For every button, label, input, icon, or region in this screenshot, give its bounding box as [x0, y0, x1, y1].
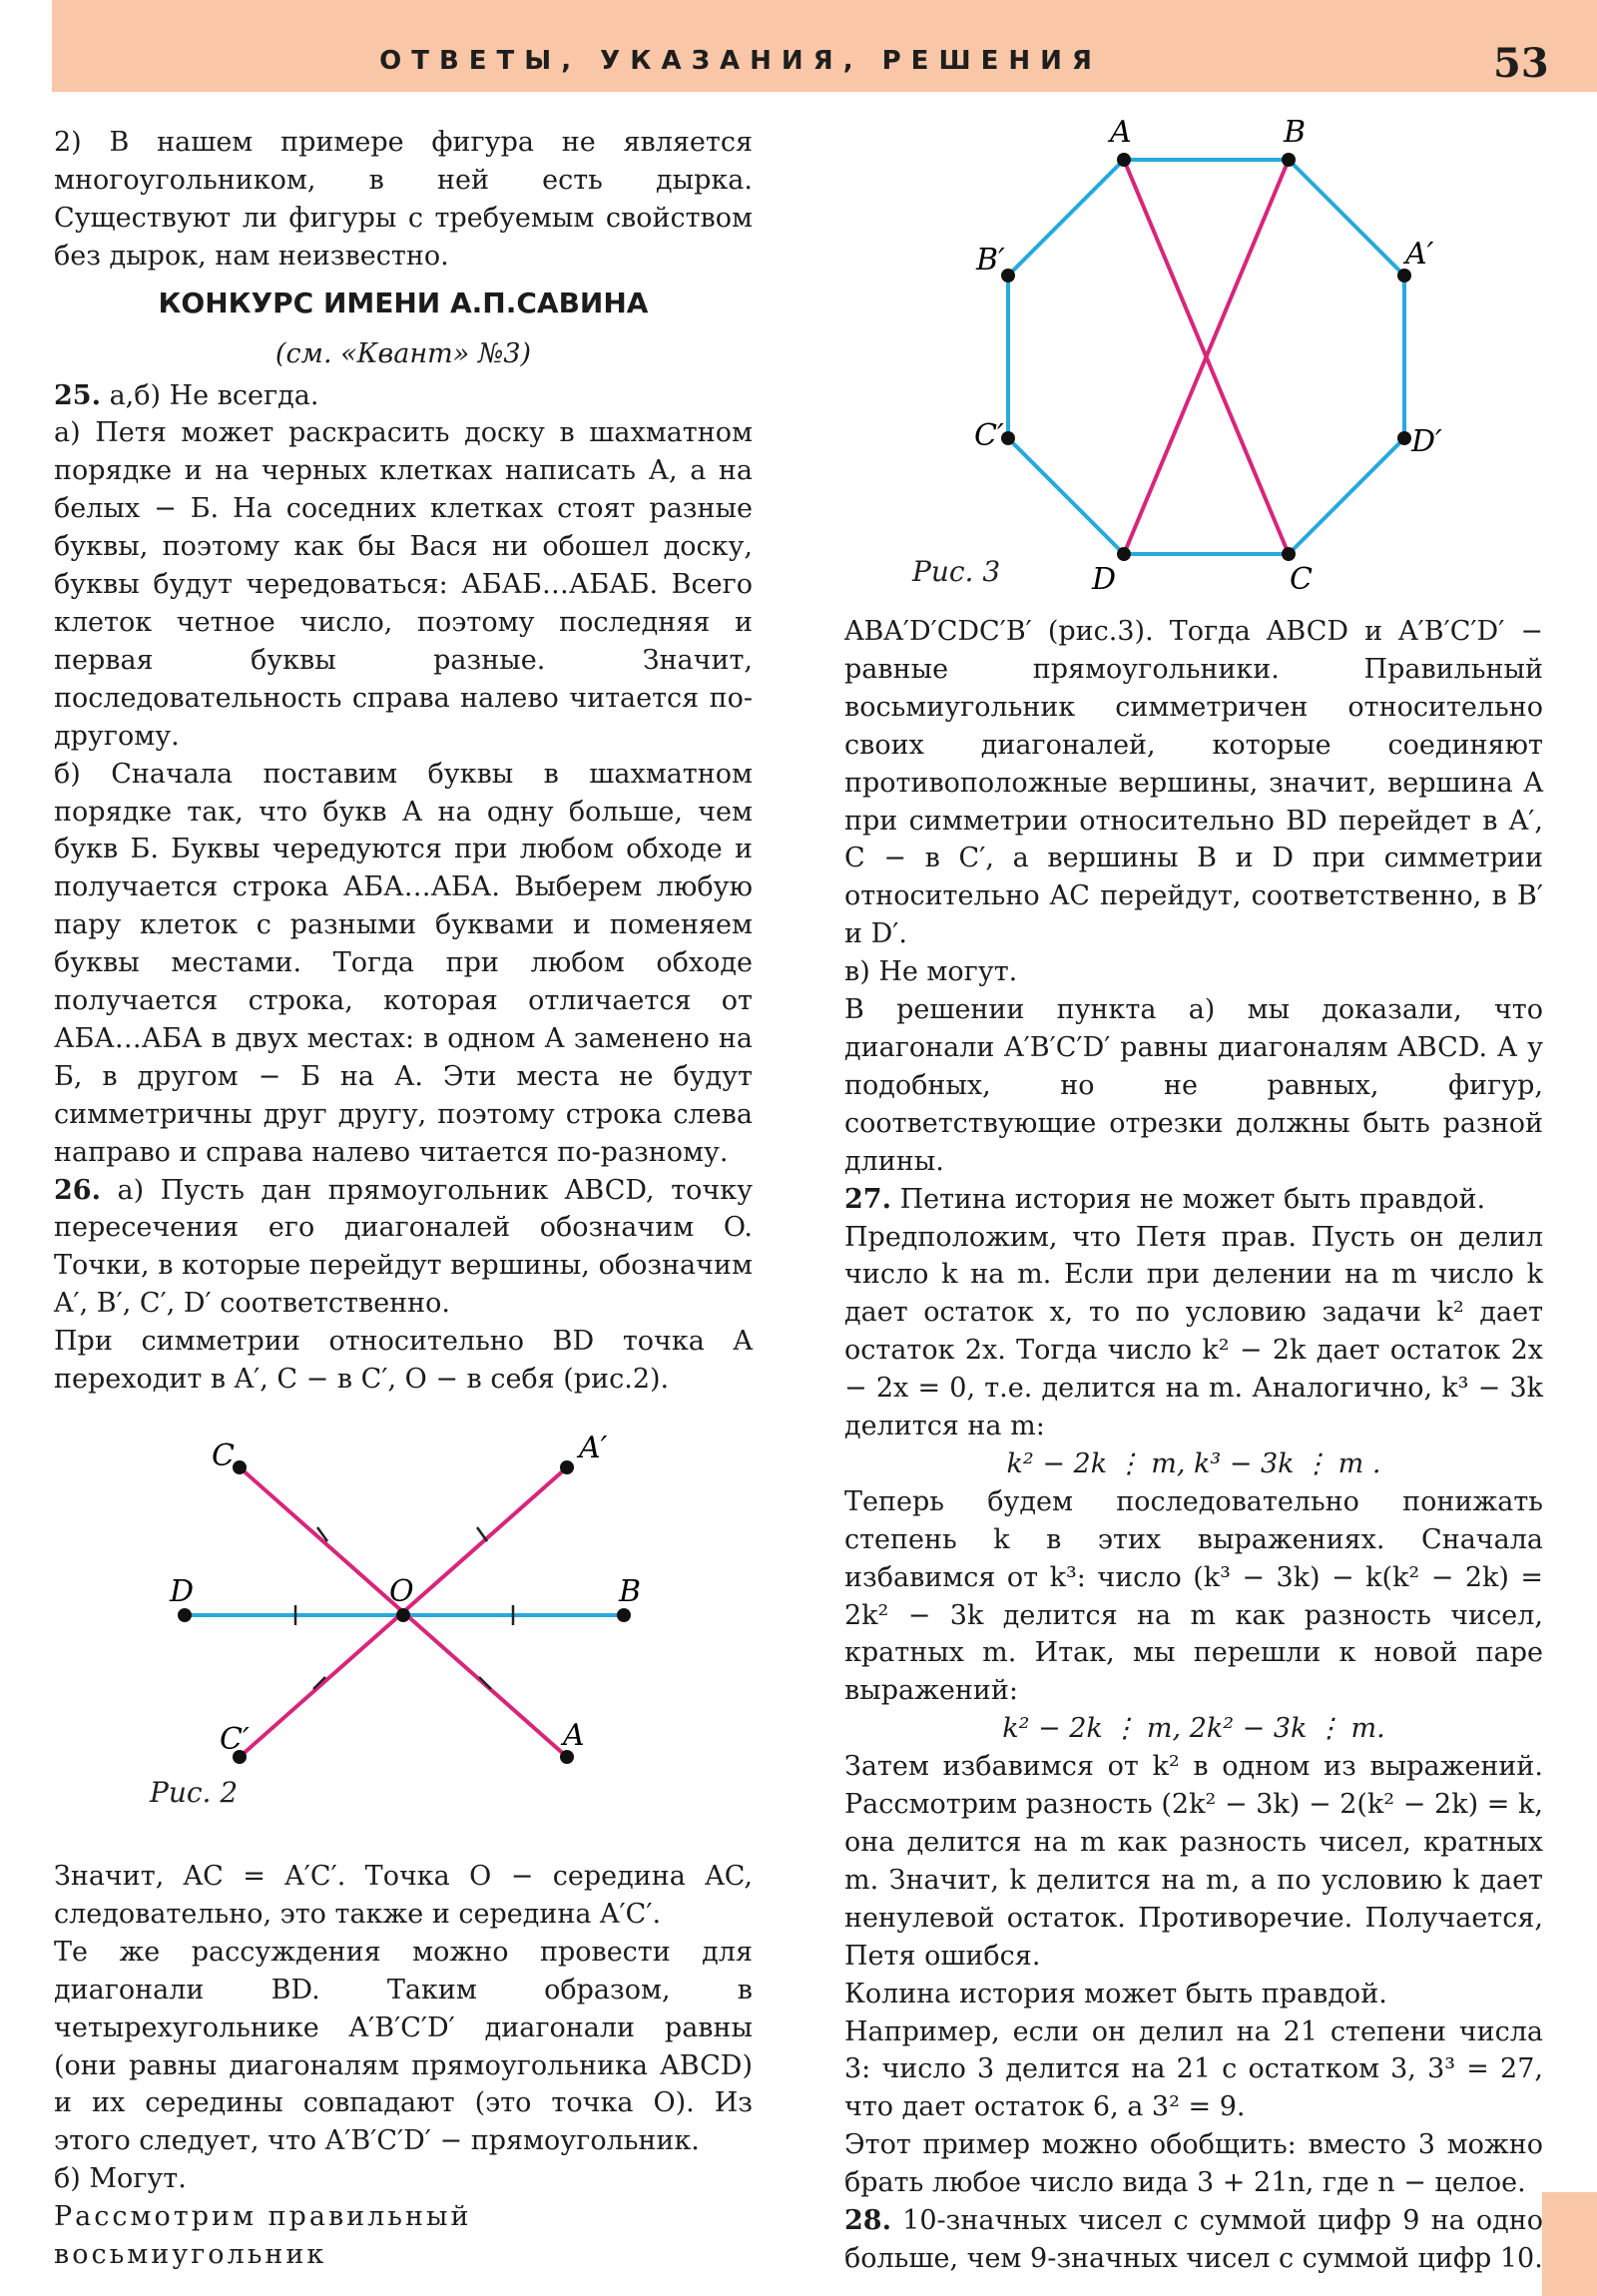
problem-26-b: б) Могут. [54, 2163, 187, 2195]
page-number: 53 [1493, 40, 1549, 87]
problem-number: 28. [844, 2205, 891, 2237]
octagon-explanation: ABA′D′CDC′B′ (рис.3). Тогда ABCD и A′B′C′D′ − равные прямоугольники. Правильный восьмиугольник симметричен относительно своих диагоналей, которые соединяют противоположные вершины, значит, вершина A при симметрии относительно BD перейдет в A′, C − в C′, а вершины B и D при симметрии относительно AC перейдут, соответственно, в B′ и D′. [844, 616, 1543, 950]
problem-25a: а) Петя может раскрасить доску в шахматном порядке и на черных клетках написать А, а на белых − Б. На соседних клетках стоят разные буквы, поэтому как бы Вася ни обошел доску, буквы будут чередоваться: АБАБ…АБАБ. Всего клеток четное число, поэтому последняя и первая буквы разные. Значит, последовательность справа налево читается по-другому. [54, 417, 753, 752]
label-a-prime: A′ [579, 1431, 608, 1465]
label-c-prime: C′ [974, 418, 1004, 453]
problem-25b: б) Сначала поставим буквы в шахматном порядке так, что букв А на одну больше, чем букв Б. Буквы чередуются при любом обходе и получается строка АБА…АБА. Выберем любую пару клеток с разными буквами и поменяем буквы местами. Тогда при любом обходе получается строка, которая отличается от АБА…АБА в двух местах: в одном А заменено на Б, в другом − Б на А. Эти места не будут симметричны друг другу, поэтому строка слева направо и справа налево читается по-разному. [54, 758, 753, 1168]
problem-26-a [54, 1172, 753, 1324]
problem-27-degree: Теперь будем последовательно понижать степень k в этих выражениях. Сначала избавимся от k³: число (k³ − 3k) − k(k² − 2k) = 2k² − 3k делится на m как разность чисел, кратных m. Итак, мы перешли к новой паре выражений: [844, 1485, 1543, 1707]
problem-26-conclusion: Значит, AC = A′C′. Точка O − середина AC, следовательно, это также и середина A′C′. [54, 1861, 753, 1930]
problem-27-answer: Петина история не может быть правдой. [890, 1183, 1486, 1215]
problem-28 [844, 2202, 1543, 2278]
point-b [617, 1608, 631, 1622]
problem-26-octagon-intro: Рассмотрим правильный восьмиугольник [54, 2201, 472, 2271]
problem-26-symmetry: При симметрии относительно BD точка A переходит в A′, C − в C′, O − в себя (рис.2). [54, 1326, 753, 1396]
label-a: A [563, 1718, 585, 1753]
problem-number: 26. [54, 1174, 101, 1206]
problem-number: 25. [54, 379, 101, 411]
label-d: D [1092, 562, 1117, 597]
point-a-prime [560, 1460, 574, 1474]
vertex-d [1117, 547, 1131, 561]
point-d [178, 1608, 192, 1622]
label-c-prime: C′ [220, 1722, 250, 1757]
problem-27-proof: Предположим, что Петя прав. Пусть он делил число k на m. Если при делении на m число k дает остаток x, то по условию задачи k² дает остаток 2x. Тогда число k² − 2k дает остаток 2x − 2x = 0, т.е. делится на m. Аналогично, k³ − 3k делится на m: [844, 1221, 1543, 1442]
label-b: B [1284, 115, 1307, 150]
label-d-prime: D′ [1411, 424, 1442, 459]
left-column [54, 124, 753, 2274]
figure-3 [898, 112, 1497, 601]
figure-3-svg [898, 112, 1497, 601]
label-b: B [619, 1574, 642, 1609]
right-column [844, 613, 1543, 2278]
section-title: КОНКУРС ИМЕНИ А.П.САВИНА [158, 286, 649, 319]
point-c [233, 1460, 247, 1474]
problem-25-heading [54, 377, 753, 415]
problem-27-example: Например, если он делил на 21 степени числа 3: число 3 делится на 21 с остатком 3, 3³ = 27, что дает остаток 6, а 3² = 9. [844, 2015, 1543, 2123]
point-o [396, 1608, 410, 1622]
tick-mark [477, 1527, 487, 1541]
label-a: A [1110, 115, 1132, 150]
label-c: C [1290, 562, 1313, 597]
vertex-c [1282, 547, 1296, 561]
corner-tab [1542, 2192, 1597, 2296]
problem-28-text: 10-значных чисел с суммой цифр 9 на одно больше, чем 9-значных чисел с суммой цифр 10. [844, 2205, 1543, 2274]
figure-2-svg [140, 1418, 679, 1817]
vertex-d-prime [1397, 431, 1411, 445]
problem-number: 27. [844, 1183, 891, 1215]
formula-1: k² − 2k ⋮ m, k³ − 3k ⋮ m . [1006, 1447, 1381, 1479]
figure-3-caption: Рис. 3 [912, 555, 1001, 588]
figure-2 [140, 1418, 679, 1817]
formula-2: k² − 2k ⋮ m, 2k² − 3k ⋮ m. [1002, 1713, 1385, 1745]
problem-27-kolya: Колина история может быть правдой. [844, 1978, 1387, 2009]
label-o: O [389, 1574, 414, 1609]
vertex-b [1282, 153, 1296, 167]
label-a-prime: A′ [1405, 237, 1434, 272]
vertex-a [1117, 153, 1131, 167]
problem-26-diagonals: Те же рассуждения можно провести для диагонали BD. Таким образом, в четырехугольнике A′B′C′D′ диагонали равны (они равны диагоналям прямоугольника ABCD) и их середины совпадают (это точка O). Из этого следует, что A′B′C′D′ − прямоугольник. [54, 1936, 753, 2157]
running-header: ОТВЕТЫ, УКАЗАНИЯ, РЕШЕНИЯ [379, 46, 1102, 76]
problem-26-c-proof: В решении пункта а) мы доказали, что диагонали A′B′C′D′ равны диагоналям ABCD. А у подобных, но не равных, фигур, соответствующие отрезки должны быть разной длины. [844, 994, 1543, 1177]
section-subtitle: (см. «Квант» №3) [274, 337, 532, 369]
problem-25-answer: а,б) Не всегда. [100, 379, 319, 411]
figure-2-caption: Рис. 2 [150, 1776, 239, 1809]
problem-27-contradiction: Затем избавимся от k² в одном из выражений. Рассмотрим разность (2k² − 3k) − 2(k² − 2k) = k, она делится на m как разность чисел, кратных m. Значит, k делится на m, а по условию k дает ненулевой остаток. Противоречие. Получается, Петя ошибся. [844, 1751, 1543, 1972]
problem-27-generalization: Этот пример можно обобщить: вместо 3 можно брать любое число вида 3 + 21n, где n − целое. [844, 2129, 1543, 2199]
problem-27-heading [844, 1181, 1543, 1219]
label-b-prime: B′ [976, 243, 1005, 278]
problem-26-c: в) Не могут. [844, 956, 1018, 988]
problem-26-text: а) Пусть дан прямоугольник ABCD, точку пересечения его диагоналей обозначим O. Точки, в которые перейдут вершины, обозначим A′, B′, C′, D′ соответственно. [54, 1174, 753, 1320]
label-d: D [170, 1574, 195, 1609]
intro-paragraph: 2) В нашем примере фигура не является многоугольником, в ней есть дырка. Существуют ли фигуры с требуемым свойством без дырок, нам неизвестно. [54, 127, 753, 272]
label-c: C [212, 1438, 235, 1473]
